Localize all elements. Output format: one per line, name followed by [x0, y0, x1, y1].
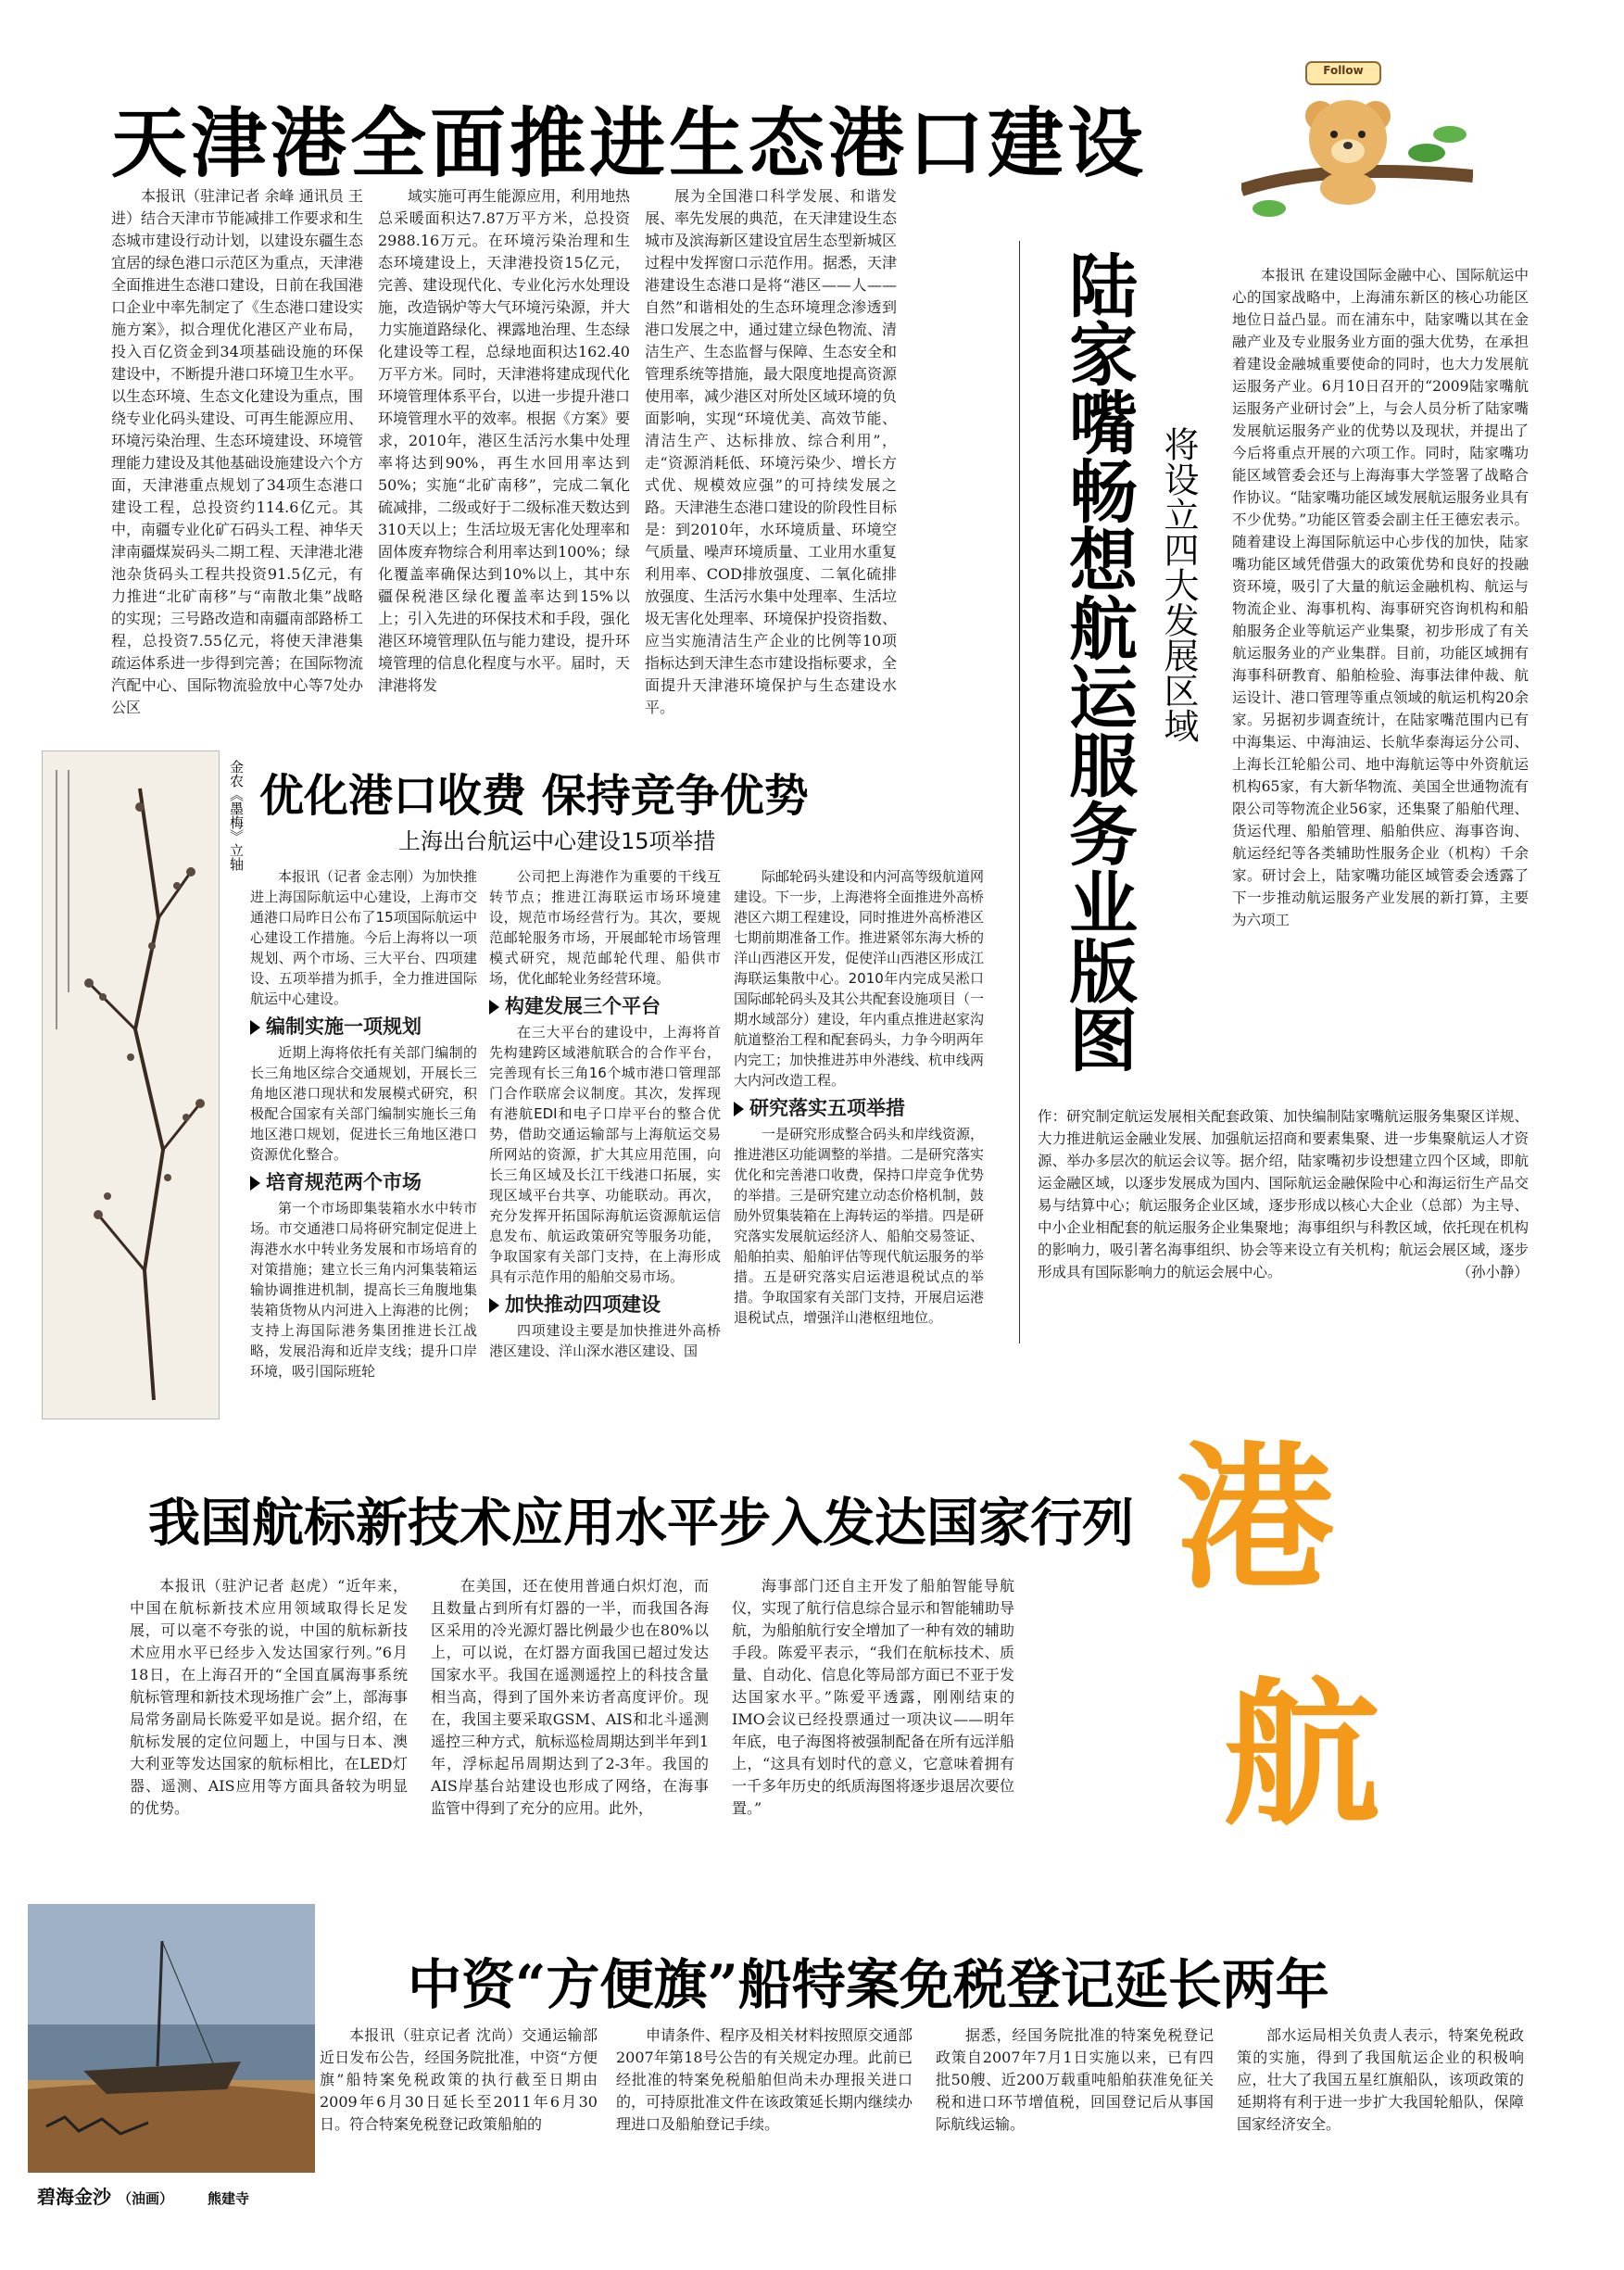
article3-p4: 四项建设主要是加快推进外高桥港区建设、洋山深水港区建设、国 — [489, 1322, 721, 1359]
article1-col3: 展为全国港口科学发展、和谐发展、率先发展的典范，在天津建设生态城市及滨海新区建设宜居生态型新城区过程中发挥窗口示范作用。据悉，天津港建设生态港口是将“港区——人——自然”和谐相处的生态环境理念渗透到港口发展之中，通过建立绿色物流、清洁生产、生态监督与保障、生态安全和管理系统等措施，最大限度地提高资源使用率，减少港区对所处区域环境的负面影响，实现“环境优美、高效节能、清洁生产、达标排放、综合利用”，走“资源消耗低、环境污染少、增长方式优、规模效应强”的可持续发展之路。天津港生态港口建设的阶段性目标是：到2010年，水环境质量、环境空气质量、噪声环境质量、工业用水重复利用率、COD排放强度、二氧化硫排放强度、生活污水集中处理率、生活垃圾无害化处理率、环境保护投资指数、应当实施清洁生产企业的比例等10项指标达到天津生态市建设指标要求，全面提升天津港环境保护与生态建设水平。 — [645, 187, 897, 716]
section-label-gang: 港 — [1177, 1428, 1335, 1611]
article2-title: 陆家嘴畅想航运服务业版图 — [1058, 250, 1138, 1073]
article3-p2: 第一个市场即集装箱水水中转市场。市交通港口局将研究制定促进上海港水水中转业务发展和市场培育的对策措施；建立长三角内河集装箱运输协调推进机制，提高长三角腹地集装箱货物从内河进入上海港的比例；支持上海国际港务集团推进长江战略，发展沿海和近岸支线；提升口岸环境，吸引国际班轮 — [250, 1200, 477, 1380]
article3-h2-text: 培育规范两个市场 — [266, 1171, 422, 1193]
article3-col2-text: 公司把上海港作为重要的干线互转节点；推进江海联运市场环境建设，规范市场经营行为。其次，要规范邮轮服务市场，开展邮轮市场管理模式研究，规范邮轮代理、船供市场，优化邮轮业务经营环境。 — [489, 868, 721, 987]
article3-p1: 近期上海将依托有关部门编制的长三角地区综合交通规划，开展长三角地区港口现状和发展模式研究，积极配合国家有关部门编制实施长三角地区港口规划，促进长三角地区港口资源优化整合。 — [250, 1044, 477, 1163]
article3-col3 — [734, 866, 984, 1413]
article3-subtitle: 上海出台航运中心建设15项举措 — [398, 828, 716, 854]
article3-h5-text: 研究落实五项举措 — [749, 1097, 905, 1119]
article4-col2: 在美国，还在使用普通白炽灯泡，而且数量占到所有灯器的一半，而我国各海区采用的冷光源灯器比例最少也在80%以上，可以说，在灯器方面我国已超过发达国家水平。我国在遥测遥控上的科技含量相当高，得到了国外来访者高度评价。现在，我国主要采取GSM、AIS和北斗遥测遥控三种方式，航标巡检周期达到半年到1年，浮标起吊周期达到了2-3年。我国的AIS岸基台站建设也形成了网络，在海事监管中得到了充分的应用。此外， — [431, 1577, 709, 1817]
article3-col2 — [489, 866, 721, 1413]
article2-author: （孙小静） — [1456, 1264, 1529, 1280]
plum-painting — [42, 750, 220, 1419]
oil-painting — [28, 1904, 315, 2173]
triangle-marker-icon — [734, 1102, 744, 1116]
bear-sign-text: Follow — [1323, 64, 1364, 77]
article3-h4-text: 加快推动四项建设 — [505, 1293, 661, 1316]
article4-title: 我国航标新技术应用水平步入发达国家行列 — [148, 1493, 1134, 1554]
article3-col1 — [250, 866, 477, 1413]
section-label-hang: 航 — [1223, 1664, 1381, 1848]
article3-h1 — [250, 1016, 477, 1037]
article5-col4: 部水运局相关负责人表示，特案免税政策的实施，得到了我国航运企业的积极响应，壮大了我国五星红旗船队，该项政策的延期将有利于进一步扩大我国轮船队，保障国家经济安全。 — [1237, 2026, 1524, 2133]
article2-subtitle: 将设立四大发展区域 — [1158, 426, 1199, 743]
oil-painting-type: （油画） — [117, 2190, 173, 2207]
bear-illustration — [1241, 51, 1473, 227]
article3-title: 优化港口收费 保持竞争优势 — [259, 770, 809, 822]
article1-title: 天津港全面推进生态港口建设 — [111, 99, 1148, 188]
oil-painting-artist: 熊建寺 — [207, 2190, 249, 2207]
article1-col1: 本报讯（驻津记者 余峰 通讯员 王进）结合天津市节能减排工作要求和生态城市建设行动计划，以建设东疆生态宜居的绿色港口示范区为重点，天津港全面推进生态港口建设，日前在我国港口企业中率先制定了《生态港口建设实施方案》，拟合理优化港区产业布局，投入百亿资金到34项基础设施的环保建设中，不断提升港口环境卫生水平。以生态环境、生态文化建设为重点，围绕专业化码头建设、可再生能源应用、环境污染治理、生态环境建设、环境管理能力建设及其他基础设施建设六个方面，天津港重点规划了34项生态港口建设工程，总投资约114.6亿元。其中，南疆专业化矿石码头工程、神华天津南疆煤炭码头二期工程、天津港北港池杂货码头工程共投资91.5亿元，有力推进“北矿南移”与“南散北集”战略的实现；三号路改造和南疆南部路桥工程，总投资7.55亿元，将使天津港集疏运体系进一步得到完善；在国际物流汽配中心、国际物流验放中心等7处办公区 — [111, 187, 363, 716]
article5-col3: 据悉，经国务院批准的特案免税登记政策自2007年7月1日实施以来，已有四批50艘、近200万载重吨船舶获准免征关税和进口环节增值税，回国登记后从事国际航线运输。 — [936, 2026, 1214, 2133]
article3-col3-text: 际邮轮码头建设和内河高等级航道网建设。下一步，上海港将全面推进外高桥港区六期工程建设，同时推进外高桥港区七期前期准备工作。推进紧邻东海大桥的洋山西港区开发，促使洋山西港区形成江海联运集散中心。2010年内完成吴淞口国际邮轮码头及其公共配套设施项目（一期水域部分）建设，年内重点推进赵家沟航道整治工程和配套码头，力争今明两年内完工；加快推进苏申外港线、杭申线两大内河改造工程。 — [734, 868, 984, 1089]
article5-col1: 本报讯（驻京记者 沈尚）交通运输部近日发布公告，经国务院批准，中资“方便旗”船特案免税政策的执行截至日期由2009年6月30日延长至2011年6月30日。符合特案免税登记政策船舶的 — [320, 2026, 598, 2133]
article3-p5: 一是研究形成整合码头和岸线资源，推进港区功能调整的举措。二是研究落实优化和完善港口收费，保持口岸竞争优势的举措。三是研究建立动态价格机制，鼓励外贸集装箱在上海转运的举措。四是研究落实发展航运经济人、船舶交易签证、船舶拍卖、船舶评估等现代航运服务的举措。五是研究落实启运港退税试点的举措。争取国家有关部门支持，开展启运港退税试点，增强洋山港枢纽地位。 — [734, 1126, 984, 1326]
article5-title: 中资“方便旗”船特案免税登记延长两年 — [408, 1953, 1329, 2016]
triangle-marker-icon — [250, 1020, 260, 1035]
article1-col2: 域实施可再生能源应用，利用地热总采暖面积达7.87万平方米，总投资2988.16万元。在环境污染治理和生态环境建设上，天津港投资15亿元，完善、建设现代化、专业化污水处理设施，改造锅炉等大气环境污染源，并大力实施道路绿化、裸露地治理、生态绿化建设等工程，总绿地面积达162.40万平方米。同时，天津港将建成现代化环境管理体系平台，以进一步提升港口环境管理水平的效率。根据《方案》要求，2010年，港区生活污水集中处理率将达到90%，再生水回用率达到50%；实施“北矿南移”，完成二氧化硫减排，二级或好于二级标准天数达到310天以上；生活垃圾无害化处理率和固体废弃物综合利用率达到100%；绿化覆盖率确保达到10%以上，其中东疆保税港区绿化覆盖率达到15%以上；引入先进的环保技术和手段，强化港区环境管理队伍与能力建设，提升环境管理的信息化程度与水平。届时，天津港将发 — [378, 187, 630, 694]
article2-tail-text: 作：研究制定航运发展相关配套政策、加快编制陆家嘴航运服务集聚区详规、大力推进航运金融业发展、加强航运招商和要素集聚、进一步集聚航运人才资源、举办多层次的航运会议等。据介绍，陆家嘴初步设想建立四个区域，即航运金融区域，以逐步发展成为国内、国际航运金融保险中心和海运衍生产品交易与结算中心；航运服务企业区域，逐步形成以核心大企业（总部）为主导、中小企业相配套的航运服务企业集聚地；海事组织与科教区域，依托现在机构的影响力，吸引著名海事组织、协会等来设立有关机构；航运会展区域，逐步形成具有国际影响力的航运会展中心。 — [1038, 1108, 1529, 1280]
divider-article2 — [1019, 241, 1020, 1343]
article5-col2: 申请条件、程序及相关材料按照原交通部2007年第18号公告的有关规定办理。此前已经批准的特案免税船舶但尚未办理报关进口的，可持原批准文件在该政策延长期内继续办理进口及船舶登记手续。 — [616, 2026, 913, 2133]
article2-body: 本报讯 在建设国际金融中心、国际航运中心的国家战略中，上海浦东新区的核心功能区地位日益凸显。而在浦东中，陆家嘴以其在金融产业及专业服务业方面的强大优势，在承担着建设金融城重要使命的同时，也大力发展航运服务产业。6月10日召开的“2009陆家嘴航运服务产业研讨会”上，与会人员分析了陆家嘴发展航运服务产业的优势以及现状，并提出了今后将重点开展的六项工作。同时，陆家嘴功能区域管委会还与上海海事大学签署了战略合作协议。“陆家嘴功能区域发展航运服务业具有不少优势。”功能区管委会副主任王德宏表示。随着建设上海国际航运中心步伐的加快，陆家嘴功能区域凭借强大的政策优势和良好的投融资环境，吸引了大量的航运金融机构、航运与物流企业、海事机构、海事研究咨询机构和船舶服务企业等航运产业集聚，初步形成了有关航运服务业的产业集群。目前，功能区域拥有海事科研教育、船舶检验、海事法律仲裁、航运设计、港口管理等重点领域的航运机构20余家。另据初步调查统计，在陆家嘴范围内已有中海集运、中海油运、长航华泰海运分公司、上海长江轮船公司、地中海航运等中外资航运机构65家，有大新华物流、美国全世通物流有限公司等物流企业56家，还集聚了船舶代理、货运代理、船舶管理、船舶供应、海事咨询、航运经纪等各类辅助性服务企业（机构）千余家。研讨会上，陆家嘴功能区域管委会透露了下一步推动航运服务产业发展的新打算，主要为六项工 — [1232, 267, 1529, 928]
article4-col3: 海事部门还自主开发了船舶智能导航仪，实现了航行信息综合显示和智能辅助导航，为船舶航行安全增加了一种有效的辅助手段。陈爱平表示，“我们在航标技术、质量、自动化、信息化等局部方面已不亚于发达国家水平。”陈爱平透露，刚刚结束的IMO会议已经投票通过一项决议——明年年底，电子海图将被强制配备在所有远洋船上，“这具有划时代的意义，它意味着拥有一千多年历史的纸质海图将逐步退居次要位置。” — [732, 1577, 1014, 1817]
article3-intro: 本报讯（记者 金志刚）为加快推进上海国际航运中心建设，上海市交通港口局昨日公布了15项国际航运中心建设工作措施。今后上海将以一项规划、两个市场、三大平台、四项建设、五项举措为抓手，全力推进国际航运中心建设。 — [250, 868, 477, 1007]
triangle-marker-icon — [489, 1000, 499, 1015]
triangle-marker-icon — [250, 1176, 260, 1191]
article2-tail — [1038, 1105, 1529, 1337]
article4-col1: 本报讯（驻沪记者 赵虎）“近年来，中国在航标新技术应用领域取得长足发展，可以毫不夸张的说，中国的航标新技术应用水平已经步入发达国家行列。”6月18日，在上海召开的“全国直属海事系统航标管理和新技术现场推广会”上，部海事局常务副局长陈爱平如是说。据介绍，在航标发展的定位问题上，中国与日本、澳大利亚等发达国家的航标相比，在LED灯器、遥测、AIS应用等方面具备较为明显的优势。 — [130, 1577, 408, 1817]
article3-h4 — [489, 1294, 721, 1315]
triangle-marker-icon — [489, 1298, 499, 1313]
oil-painting-caption — [37, 2182, 249, 2209]
oil-painting-title: 碧海金沙 — [37, 2186, 111, 2208]
article3-p3: 在三大平台的建设中，上海将首先构建跨区域港航联合的合作平台，完善现有长三角16个城市港口管理部门合作联席会议制度。其次，发挥现有港航EDI和电子口岸平台的整合优势，借助交通运输部与上海航运交易所网站的资源，扩大其应用范围，向长三角区域及长江干线港口拓展，实现区域平台共享、功能联动。再次，充分发挥开拓国际海航运资源航运信息发布、航运政策研究等服务功能，争取国家有关部门支持，在上海形成具有示范作用的船舶交易市场。 — [489, 1024, 721, 1285]
article3-h2 — [250, 1172, 477, 1192]
article3-h5 — [734, 1098, 984, 1118]
painting-caption-plum: 金农《墨梅》立轴 — [228, 760, 245, 871]
article3-h1-text: 编制实施一项规划 — [266, 1015, 422, 1038]
article3-h3 — [489, 996, 721, 1016]
article3-h3-text: 构建发展三个平台 — [505, 995, 661, 1017]
